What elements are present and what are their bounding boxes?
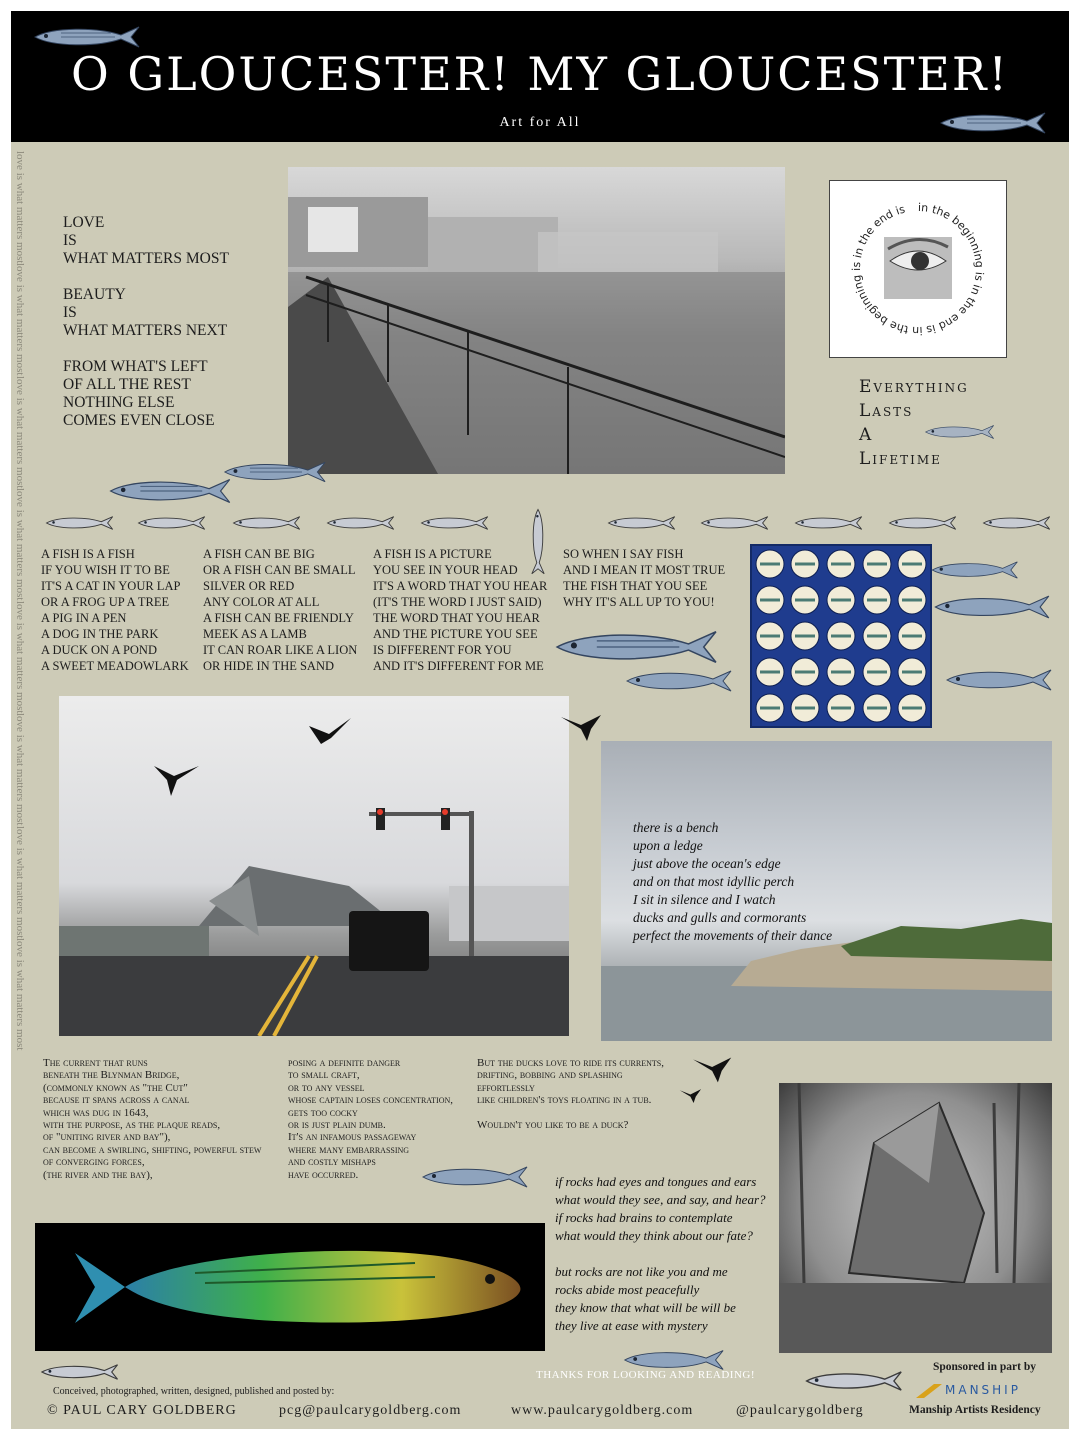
glacial-boulder-photo bbox=[779, 1083, 1052, 1353]
rock-poem: if rocks had eyes and tongues and ears what would they see, and say, and hear? if rocks had brains to contemplate what would they think about our fate? but rocks are not like you and me rocks abide most peacefully they know that what will be will be they live at ease with mystery bbox=[555, 1174, 766, 1333]
credit-line: Conceived, photographed, written, designed, published and posted by: bbox=[53, 1386, 335, 1397]
fish-row-5 bbox=[419, 513, 489, 533]
fish-large-6 bbox=[931, 593, 1051, 621]
fish-row-1 bbox=[44, 513, 114, 533]
fish-plate-grid bbox=[750, 544, 932, 728]
bench-poem: there is a bench upon a ledge just above the ocean's edge and on that most idyllic perch I sit in silence and I watch ducks and gulls and cormorants perfect the movements of their dance bbox=[633, 820, 833, 943]
poster-title: O GLOUCESTER! MY GLOUCESTER! bbox=[71, 47, 1009, 101]
fish-row-10 bbox=[981, 513, 1051, 533]
side-text-7: love is what matters most bbox=[14, 825, 26, 939]
fog-railing-photo bbox=[288, 167, 785, 474]
fish-poem-col-4: SO WHEN I SAY FISH AND I MEAN IT MOST TRUE THE FISH THAT YOU SEE WHY IT'S ALL UP TO YOU! bbox=[563, 547, 726, 609]
fish-poem-col-3: A FISH IS A PICTURE YOU SEE IN YOUR HEAD IT'S A WORD THAT YOU HEAR (IT'S THE WORD I JUST SAID) THE WORD THAT YOU HEAR AND THE PICTURE YOU SEE IS DIFFERENT FOR YOU AND IT'S DIFFERENT FOR ME bbox=[373, 547, 548, 673]
side-text-4: love is what matters most bbox=[14, 488, 26, 601]
love-poem: LOVE IS WHAT MATTERS MOST BEAUTY IS WHAT MATTERS NEXT FROM WHAT'S LEFT OF ALL THE REST NOTHING ELSE COMES EVEN CLOSE bbox=[63, 214, 229, 429]
cut-text-col-3: But the ducks love to ride its currents, drifting, bobbing and splashing effortlessly like children's toys floating in a tub. Wouldn't you like to be a duck? bbox=[477, 1057, 664, 1132]
neon-mackerel-panel bbox=[35, 1223, 545, 1351]
bird-silhouette-1 bbox=[561, 711, 607, 741]
fish-row-6 bbox=[606, 513, 676, 533]
side-text-3: love is what matters most bbox=[14, 375, 26, 489]
cut-text-col-1: The current that runs beneath the Blynman Bridge, (commonly known as "the Cut" because it spans across a canal which was dug in 1643, with the purpose, as the plaque reads, of "uniting river and bay"), can become a swirling, shifting, powerful stew of converging forces, (the river and the bay), bbox=[43, 1057, 262, 1181]
footer-website[interactable]: www.paulcarygoldberg.com bbox=[511, 1403, 694, 1418]
sponsor-residency: Manship Artists Residency bbox=[909, 1404, 1041, 1416]
eye-circle-text: in the beginning is in the end is in the beginning is in the end is bbox=[849, 200, 987, 338]
footer-email[interactable]: pcg@paulcarygoldberg.com bbox=[279, 1403, 462, 1418]
fish-large-1 bbox=[221, 455, 327, 489]
bird-silhouette-3 bbox=[679, 1087, 705, 1103]
blynman-bridge-photo bbox=[59, 696, 569, 1036]
side-text-6: love is what matters most bbox=[14, 713, 26, 826]
island-seascape-photo bbox=[601, 741, 1052, 1041]
fish-large-3 bbox=[551, 627, 719, 667]
eye-frame bbox=[829, 180, 1007, 358]
side-text-8: love is what matters most bbox=[14, 938, 26, 1051]
fish-small-lifetime bbox=[923, 423, 995, 441]
header-band bbox=[11, 11, 1069, 142]
fish-row-9 bbox=[887, 513, 957, 533]
fish-large-2 bbox=[106, 473, 232, 509]
sponsor-label: Sponsored in part by bbox=[933, 1361, 1037, 1373]
side-text-1: love is what matters most bbox=[14, 151, 26, 264]
fog-photo-shapes bbox=[288, 167, 785, 474]
fish-large-7 bbox=[943, 667, 1053, 693]
rock-photo-shapes bbox=[779, 1083, 1052, 1353]
eye-circle-art bbox=[830, 181, 1006, 357]
thanks-text: THANKS FOR LOOKING AND READING! bbox=[536, 1369, 755, 1381]
fish-poem-col-2: A FISH CAN BE BIG OR A FISH CAN BE SMALL SILVER OR RED ANY COLOR AT ALL A FISH CAN BE FRIENDLY MEEK AS A LAMB IT CAN ROAR LIKE A LION OR HIDE IN THE SAND bbox=[203, 547, 358, 673]
bird-silhouette-2 bbox=[693, 1051, 737, 1085]
fish-large-5 bbox=[929, 557, 1019, 583]
poster-subtitle: Art for All bbox=[499, 115, 581, 130]
cut-text-col-2: posing a definite danger to small craft, or to any vessel whose captain loses concentration, gets too cocky or is just plain dumb. It's an infamous passageway where many embarrassing and costly mishaps have occurred. bbox=[288, 1057, 454, 1181]
fish-large-8 bbox=[419, 1163, 529, 1191]
fish-row-8 bbox=[793, 513, 863, 533]
fish-bottom-3 bbox=[803, 1369, 903, 1393]
manship-logo-mark bbox=[916, 1384, 942, 1398]
header-fish-left bbox=[31, 25, 141, 49]
footer-name: © PAUL CARY GOLDBERG bbox=[47, 1403, 237, 1418]
fish-bottom-1 bbox=[39, 1361, 119, 1383]
fish-poem-col-1: A FISH IS A FISH IF YOU WISH IT TO BE IT'S A CAT IN YOUR LAP OR A FROG UP A TREE A PIG IN A PEN A DOG IN THE PARK A DUCK ON A POND A SWEET MEADOWLARK bbox=[41, 547, 189, 673]
plate-grid-art bbox=[752, 546, 930, 726]
fish-row-4 bbox=[325, 513, 395, 533]
sponsor-logo-text: MANSHIP bbox=[945, 1383, 1021, 1397]
fish-row-2 bbox=[136, 513, 206, 533]
side-text-5: love is what matters most bbox=[14, 600, 26, 714]
fish-row-7 bbox=[699, 513, 769, 533]
everything-lasts-text: Everything Lasts A Lifetime bbox=[859, 377, 969, 469]
footer-handle[interactable]: @paulcarygoldberg bbox=[736, 1403, 864, 1418]
side-text-2: love is what matters most bbox=[14, 263, 26, 376]
poster bbox=[11, 11, 1069, 1429]
neon-fish-art bbox=[35, 1223, 545, 1351]
header-fish-right bbox=[936, 111, 1048, 135]
fish-large-4 bbox=[623, 667, 733, 695]
side-repeated-text bbox=[14, 151, 28, 1361]
bridge-photo-shapes bbox=[59, 696, 569, 1036]
fish-row-3 bbox=[231, 513, 301, 533]
